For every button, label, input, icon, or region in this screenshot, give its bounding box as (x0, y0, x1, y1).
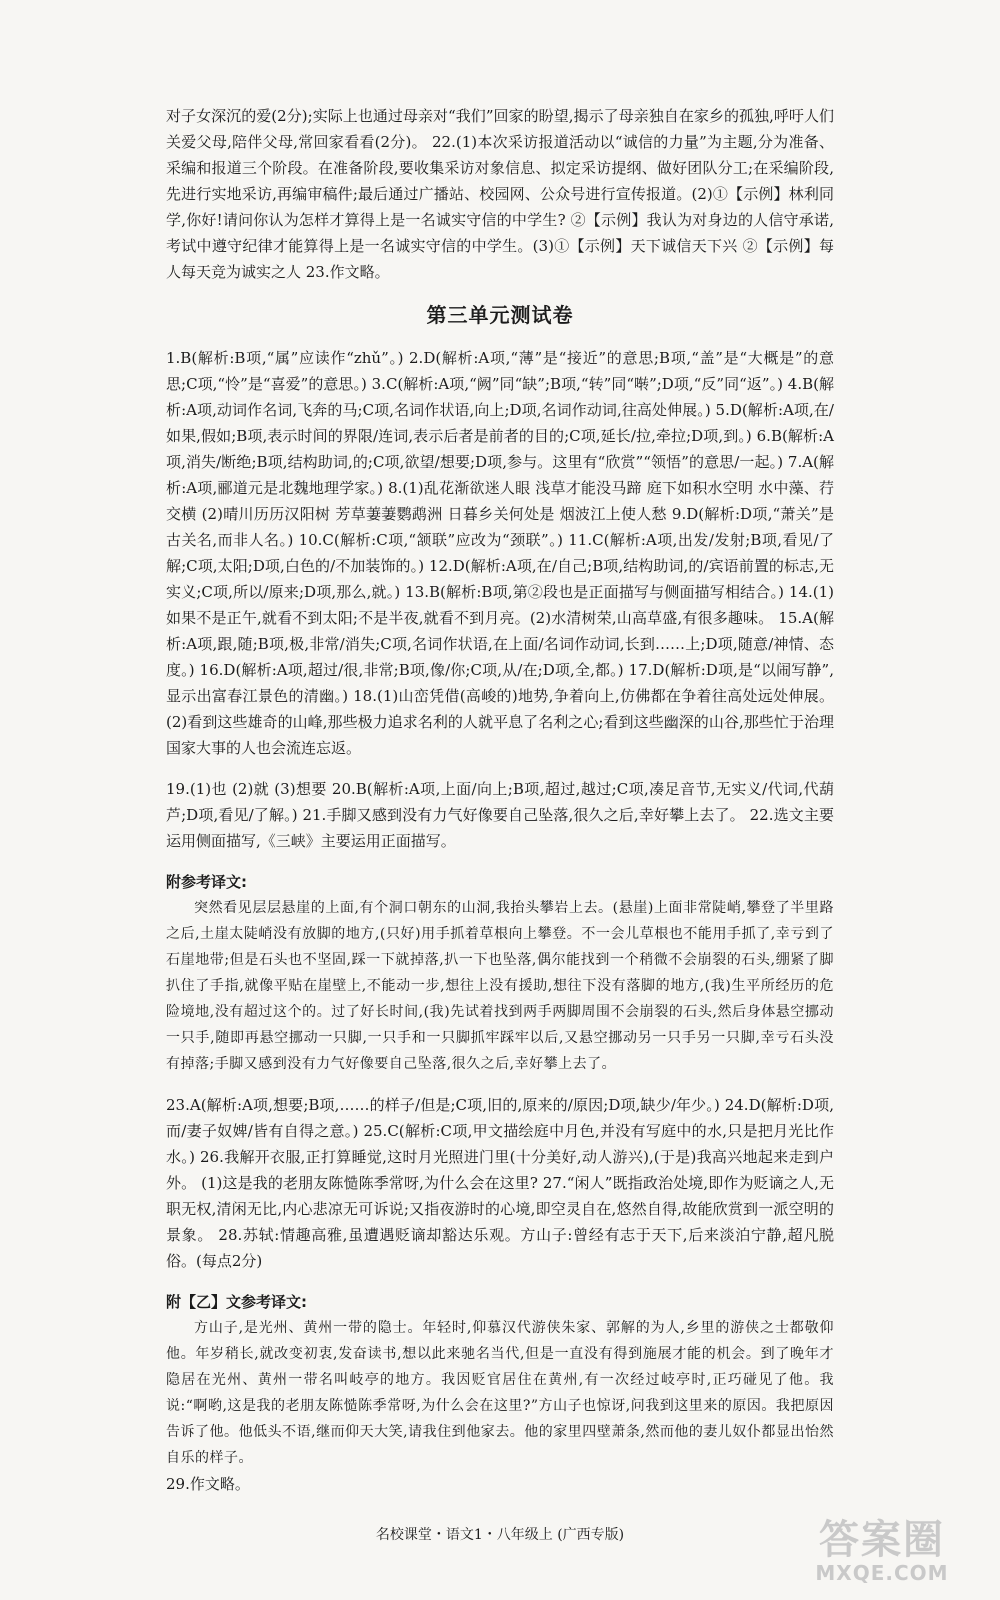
note-title-1: 附参考译文: (166, 873, 247, 891)
note-title-2: 附【乙】文参考译文: (166, 1293, 307, 1311)
answer-paragraph-2: 19.(1)也 (2)就 (3)想要 20.B(解析:A项,上面/向上;B项,超过,越过;C项,凑足音节,无实义/代词,代葫芦;D项,看见/了解。) 21.手脚又感到没有力气好像要自己坠落,很久之后,幸好攀上去了。 22.选文主要运用侧面描写,《三峡》主要运用正面描写。 (166, 780, 834, 850)
translation-1: 突然看见层层悬崖的上面,有个洞口朝东的山洞,我抬头攀岩上去。(悬崖)上面非常陡峭,攀登了半里路之后,土崖太陡峭没有放脚的地方,(只好)用手抓着草根向上攀登。不一会儿草根也不能用手抓了,幸亏到了石崖地带;但是石头也不坚固,踩一下就掉落,扒一下也坠落,偶尔能找到一个稍微不会崩裂的石头,绷紧了脚扒住了手指,就像平贴在崖壁上,不能动一步,想往上没有援助,想往下没有落脚的地方,(我)生平所经历的危险境地,没有超过这个的。过了好长时间,(我)先试着找到两手两脚周围不会崩裂的石头,然后身体悬空挪动一只手,随即再悬空挪动一只脚,一只手和一只脚抓牢踩牢以后,又悬空挪动另一只手另一只脚,幸亏石头没有掉落;手脚又感到没有力气好像要自己坠落,很久之后,幸好攀上去了。 (166, 900, 834, 1072)
answer-paragraph-3: 23.A(解析:A项,想要;B项,……的样子/但是;C项,旧的,原来的/原因;D项,缺少/年少。) 24.D(解析:D项,而/妻子奴婢/皆有自得之意。) 25.C(解析:C项,甲文描绘庭中月色,并没有写庭中的水,只是把月光比作水。) 26.我解开衣服,正打算睡觉,这时月光照进门里(十分美好,动人游兴),(于是)我高兴地起来走到户外。 (1)这是我的老朋友陈慥陈季常呀,为什么会在这里? 27.“闲人”既指政治处境,即作为贬谪之人,无职无权,清闲无比,内心悲凉无可诉说;又指夜游时的心境,即空灵自在,悠然自得,故能欣赏到一派空明的景象。 28.苏轼:情趣高雅,虽遭遇贬谪却豁达乐观。方山子:曾经有志于天下,后来淡泊宁静,超凡脱俗。(每点2分) (166, 1096, 834, 1270)
answer-page (166, 88, 834, 1497)
answer-paragraph-top: 对子女深沉的爱(2分);实际上也通过母亲对“我们”回家的盼望,揭示了母亲独自在家乡的孤独,呼吁人们关爱父母,陪伴父母,常回家看看(2分)。 22.(1)本次采访报道活动以“诚信的力量”为主题,分为准备、采编和报道三个阶段。在准备阶段,要收集采访对象信息、拟定采访提纲、做好团队分工;在采编阶段,先进行实地采访,再编审稿件;最后通过广播站、校园网、公众号进行宣传报道。(2)①【示例】林利同学,你好!请问你认为怎样才算得上是一名诚实守信的中学生? ②【示例】我认为对身边的人信守承诺,考试中遵守纪律才能算得上是一名诚实守信的中学生。(3)①【示例】天下诚信天下兴 ②【示例】每人每天竞为诚实之人 23.作文略。 (166, 107, 834, 281)
watermark-logo-text: 答案圈 (819, 1517, 945, 1563)
section-title: 第三单元测试卷 (426, 303, 574, 327)
watermark-logo (792, 1518, 972, 1588)
answer-29: 29.作文略。 (166, 1475, 250, 1493)
answer-paragraph-1: 1.B(解析:B项,“属”应读作“zhǔ”。) 2.D(解析:A项,“薄”是“接近”的意思;B项,“盖”是“大概是”的意思;C项,“怜”是“喜爱”的意思。) 3.C(解析:A项,“阙”同“缺”;B项,“转”同“啭”;D项,“反”同“返”。) 4.B(解析:A项,动词作名词,飞奔的马;C项,名词作状语,向上;D项,名词作动词,往高处伸展。) 5.D(解析:A项,在/如果,假如;B项,表示时间的界限/连词,表示后者是前者的目的;C项,延长/拉,牵拉;D项,到。) 6.B(解析:A项,消失/断绝;B项,结构助词,的;C项,欲望/想要;D项,参与。这里有“欣赏”“领悟”的意思/一起。) 7.A(解析:A项,郦道元是北魏地理学家。) 8.(1)乱花渐欲迷人眼 浅草才能没马蹄 庭下如积水空明 水中藻、荇交横 (2)晴川历历汉阳树 芳草萋萋鹦鹉洲 日暮乡关何处是 烟波江上使人愁 9.D(解析:D项,“萧关”是古关名,而非人名。) 10.C(解析:C项,“颔联”应改为“颈联”。) 11.C(解析:A项,出发/发射;B项,看见/了解;C项,太阳;D项,白色的/不加装饰的。) 12.D(解析:A项,在/自己;B项,结构助词,的/宾语前置的标志,无实义;C项,所以/原来;D项,那么,就。) 13.B(解析:B项,第②段也是正面描写与侧面描写相结合。) 14.(1)如果不是正午,就看不到太阳;不是半夜,就看不到月亮。(2)水清树荣,山高草盛,有很多趣味。 15.A(解析:A项,跟,随;B项,极,非常/消失;C项,名词作状语,在上面/名词作动词,长到……上;D项,随意/神情、态度。) 16.D(解析:A项,超过/很,非常;B项,像/你;C项,从/在;D项,全,都。) 17.D(解析:D项,是“以闹写静”,显示出富春江景色的清幽。) 18.(1)山峦凭借(高峻的)地势,争着向上,仿佛都在争着往高处远处伸展。(2)看到这些雄奇的山峰,那些极力追求名利的人就平息了名利之心;看到这些幽深的山谷,那些忙于治理国家大事的人也会流连忘返。 (166, 349, 834, 757)
page-footer: 名校课堂・语文1・八年级上 (广西专版) (375, 1527, 625, 1543)
translation-2: 方山子,是光州、黄州一带的隐士。年轻时,仰慕汉代游侠朱家、郭解的为人,乡里的游侠之士都敬仰他。年岁稍长,就改变初衷,发奋读书,想以此来驰名当代,但是一直没有得到施展才能的机会。到了晚年才隐居在光州、黄州一带名叫岐亭的地方。我因贬官居住在黄州,有一次经过岐亭时,正巧碰见了他。我说:“啊哟,这是我的老朋友陈慥陈季常呀,为什么会在这里?”方山子也惊讶,问我到这里来的原因。我把原因告诉了他。他低头不语,继而仰天大笑,请我住到他家去。他的家里四壁萧条,然而他的妻儿奴仆都显出怡然自乐的样子。 (166, 1320, 834, 1466)
watermark-url: MXQE.COM (815, 1561, 949, 1585)
